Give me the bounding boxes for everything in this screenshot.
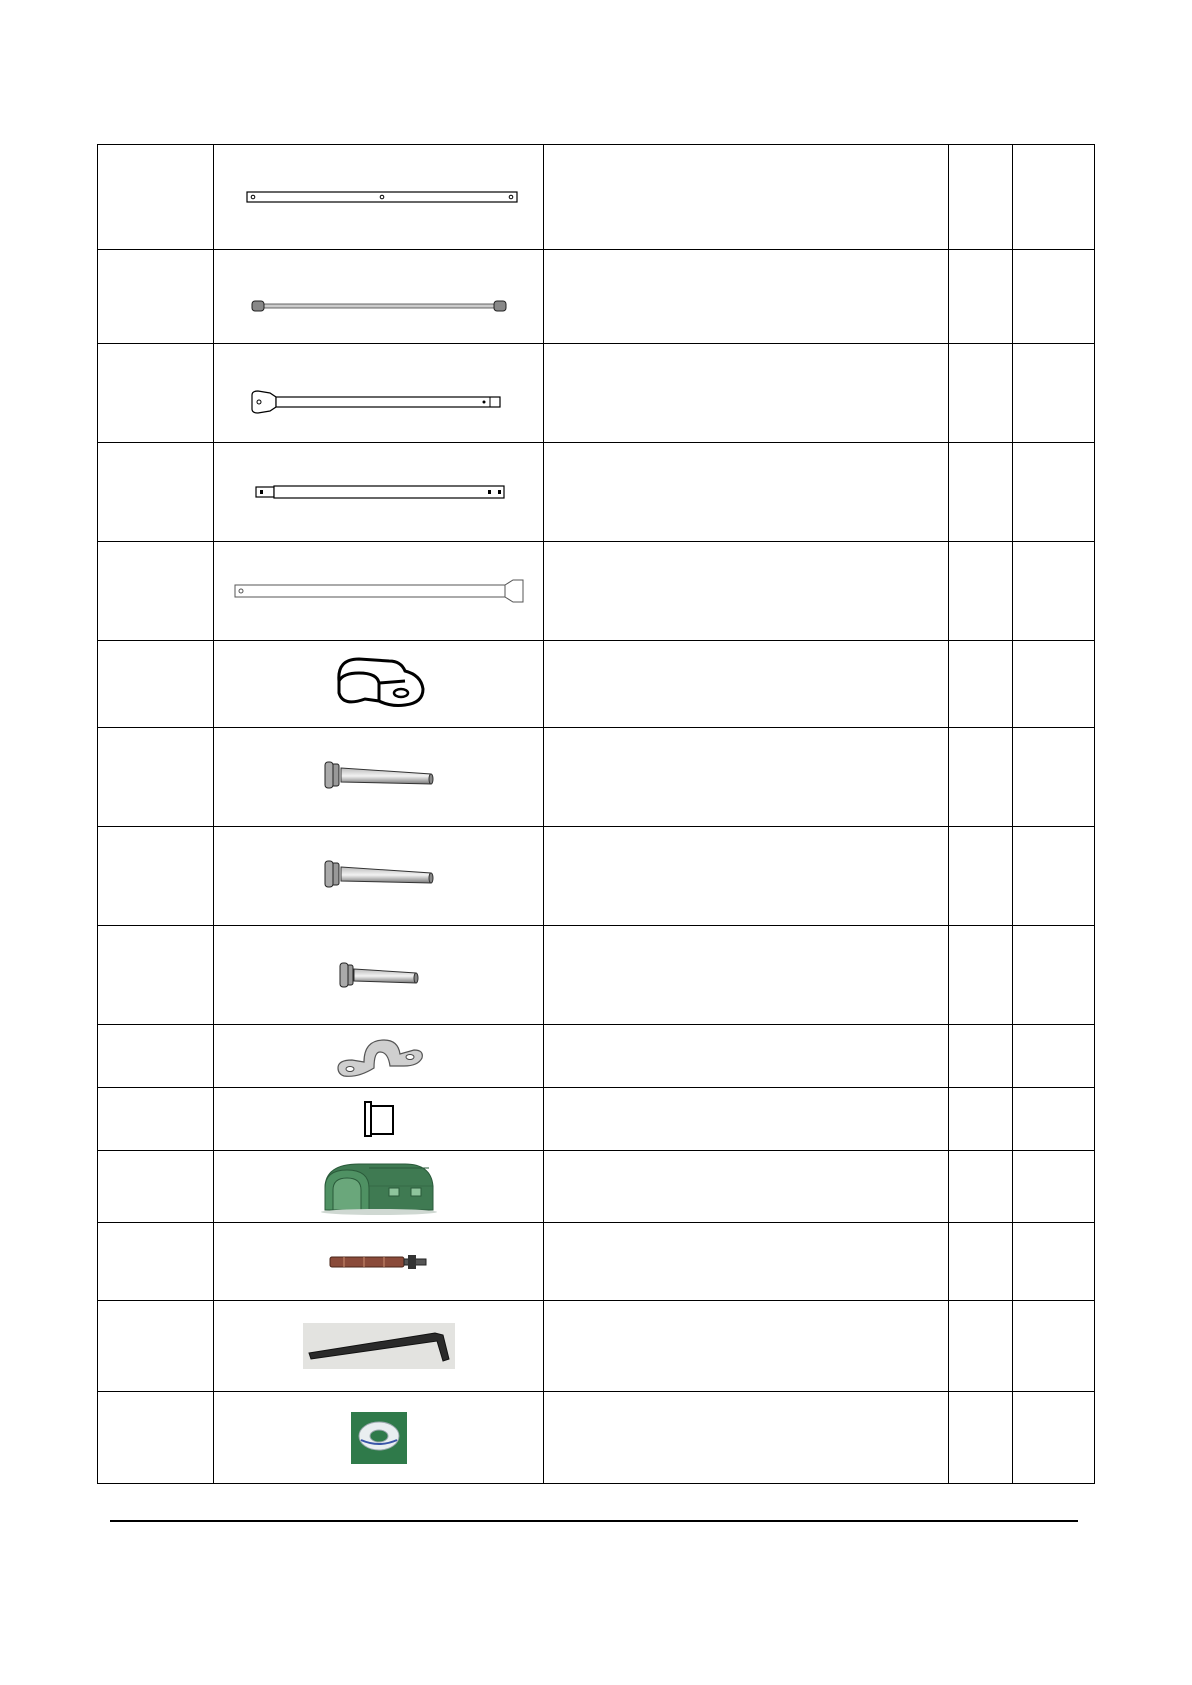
table-row bbox=[98, 1151, 1095, 1223]
table-row bbox=[98, 542, 1095, 641]
part-check-cell bbox=[1013, 728, 1095, 827]
part-image-cell bbox=[214, 641, 544, 728]
short-bolt-icon bbox=[334, 953, 424, 997]
part-check-cell bbox=[1013, 1151, 1095, 1223]
part-image-cell bbox=[214, 145, 544, 250]
part-qty-cell bbox=[949, 827, 1013, 926]
table-row bbox=[98, 827, 1095, 926]
part-qty-cell bbox=[949, 1025, 1013, 1088]
threaded-rod-icon bbox=[244, 291, 514, 321]
part-check-cell bbox=[1013, 926, 1095, 1025]
table-row bbox=[98, 1025, 1095, 1088]
table-row bbox=[98, 145, 1095, 250]
part-id-cell bbox=[98, 728, 214, 827]
part-id-cell bbox=[98, 344, 214, 443]
part-description-cell bbox=[544, 344, 949, 443]
table-row bbox=[98, 1301, 1095, 1392]
part-description-cell bbox=[544, 926, 949, 1025]
part-qty-cell bbox=[949, 1088, 1013, 1151]
part-qty-cell bbox=[949, 250, 1013, 344]
part-image-cell bbox=[214, 1088, 544, 1151]
part-description-cell bbox=[544, 728, 949, 827]
part-check-cell bbox=[1013, 1392, 1095, 1484]
part-image-cell bbox=[214, 1223, 544, 1301]
part-image-cell bbox=[214, 1301, 544, 1392]
part-id-cell bbox=[98, 1088, 214, 1151]
part-description-cell bbox=[544, 1223, 949, 1301]
part-description-cell bbox=[544, 1392, 949, 1484]
part-id-cell bbox=[98, 250, 214, 344]
end-cap-icon bbox=[362, 1099, 396, 1139]
part-check-cell bbox=[1013, 250, 1095, 344]
part-check-cell bbox=[1013, 1301, 1095, 1392]
part-qty-cell bbox=[949, 926, 1013, 1025]
part-qty-cell bbox=[949, 1392, 1013, 1484]
table-row bbox=[98, 926, 1095, 1025]
part-check-cell bbox=[1013, 443, 1095, 542]
part-description-cell bbox=[544, 1301, 949, 1392]
table-row bbox=[98, 443, 1095, 542]
part-description-cell bbox=[544, 1151, 949, 1223]
part-check-cell bbox=[1013, 1223, 1095, 1301]
part-check-cell bbox=[1013, 1088, 1095, 1151]
part-id-cell bbox=[98, 641, 214, 728]
parts-table bbox=[97, 144, 1095, 1484]
long-bolt-icon bbox=[319, 752, 439, 802]
part-qty-cell bbox=[949, 1301, 1013, 1392]
tube-with-flared-end-icon bbox=[229, 576, 529, 606]
part-image-cell bbox=[214, 443, 544, 542]
part-image-cell bbox=[214, 1392, 544, 1484]
part-id-cell bbox=[98, 1392, 214, 1484]
part-image-cell bbox=[214, 250, 544, 344]
part-image-cell bbox=[214, 728, 544, 827]
part-id-cell bbox=[98, 443, 214, 542]
part-id-cell bbox=[98, 926, 214, 1025]
table-row bbox=[98, 1088, 1095, 1151]
part-qty-cell bbox=[949, 641, 1013, 728]
part-qty-cell bbox=[949, 145, 1013, 250]
part-description-cell bbox=[544, 542, 949, 641]
part-description-cell bbox=[544, 1088, 949, 1151]
part-id-cell bbox=[98, 1151, 214, 1223]
table-row bbox=[98, 1223, 1095, 1301]
part-qty-cell bbox=[949, 1151, 1013, 1223]
part-description-cell bbox=[544, 641, 949, 728]
part-check-cell bbox=[1013, 145, 1095, 250]
part-check-cell bbox=[1013, 1025, 1095, 1088]
part-image-cell bbox=[214, 926, 544, 1025]
allen-key-icon bbox=[303, 1323, 455, 1369]
part-check-cell bbox=[1013, 641, 1095, 728]
table-row bbox=[98, 641, 1095, 728]
part-image-cell bbox=[214, 1025, 544, 1088]
part-check-cell bbox=[1013, 827, 1095, 926]
part-qty-cell bbox=[949, 443, 1013, 542]
saddle-clip-icon bbox=[334, 1032, 424, 1080]
table-row bbox=[98, 344, 1095, 443]
part-id-cell bbox=[98, 1025, 214, 1088]
part-qty-cell bbox=[949, 344, 1013, 443]
flat-bar-with-holes-icon bbox=[244, 480, 514, 504]
part-image-cell bbox=[214, 827, 544, 926]
part-id-cell bbox=[98, 1301, 214, 1392]
part-description-cell bbox=[544, 1025, 949, 1088]
part-qty-cell bbox=[949, 542, 1013, 641]
tape-roll-icon bbox=[351, 1412, 407, 1464]
part-id-cell bbox=[98, 542, 214, 641]
part-check-cell bbox=[1013, 344, 1095, 443]
part-image-cell bbox=[214, 1151, 544, 1223]
part-qty-cell bbox=[949, 1223, 1013, 1301]
part-image-cell bbox=[214, 344, 544, 443]
part-check-cell bbox=[1013, 542, 1095, 641]
footer-rule bbox=[110, 1520, 1078, 1522]
table-row bbox=[98, 250, 1095, 344]
pipe-clamp-icon bbox=[329, 647, 429, 721]
part-description-cell bbox=[544, 443, 949, 542]
table-row bbox=[98, 1392, 1095, 1484]
tube-with-flattened-end-icon bbox=[244, 387, 514, 417]
expansion-anchor-icon bbox=[324, 1250, 434, 1274]
part-description-cell bbox=[544, 827, 949, 926]
part-qty-cell bbox=[949, 728, 1013, 827]
part-id-cell bbox=[98, 827, 214, 926]
part-description-cell bbox=[544, 145, 949, 250]
part-image-cell bbox=[214, 542, 544, 641]
part-id-cell bbox=[98, 145, 214, 250]
long-bolt-icon bbox=[319, 851, 439, 901]
flat-bar-icon bbox=[239, 187, 519, 207]
greenhouse-icon bbox=[319, 1158, 439, 1216]
table-row bbox=[98, 728, 1095, 827]
part-id-cell bbox=[98, 1223, 214, 1301]
part-description-cell bbox=[544, 250, 949, 344]
